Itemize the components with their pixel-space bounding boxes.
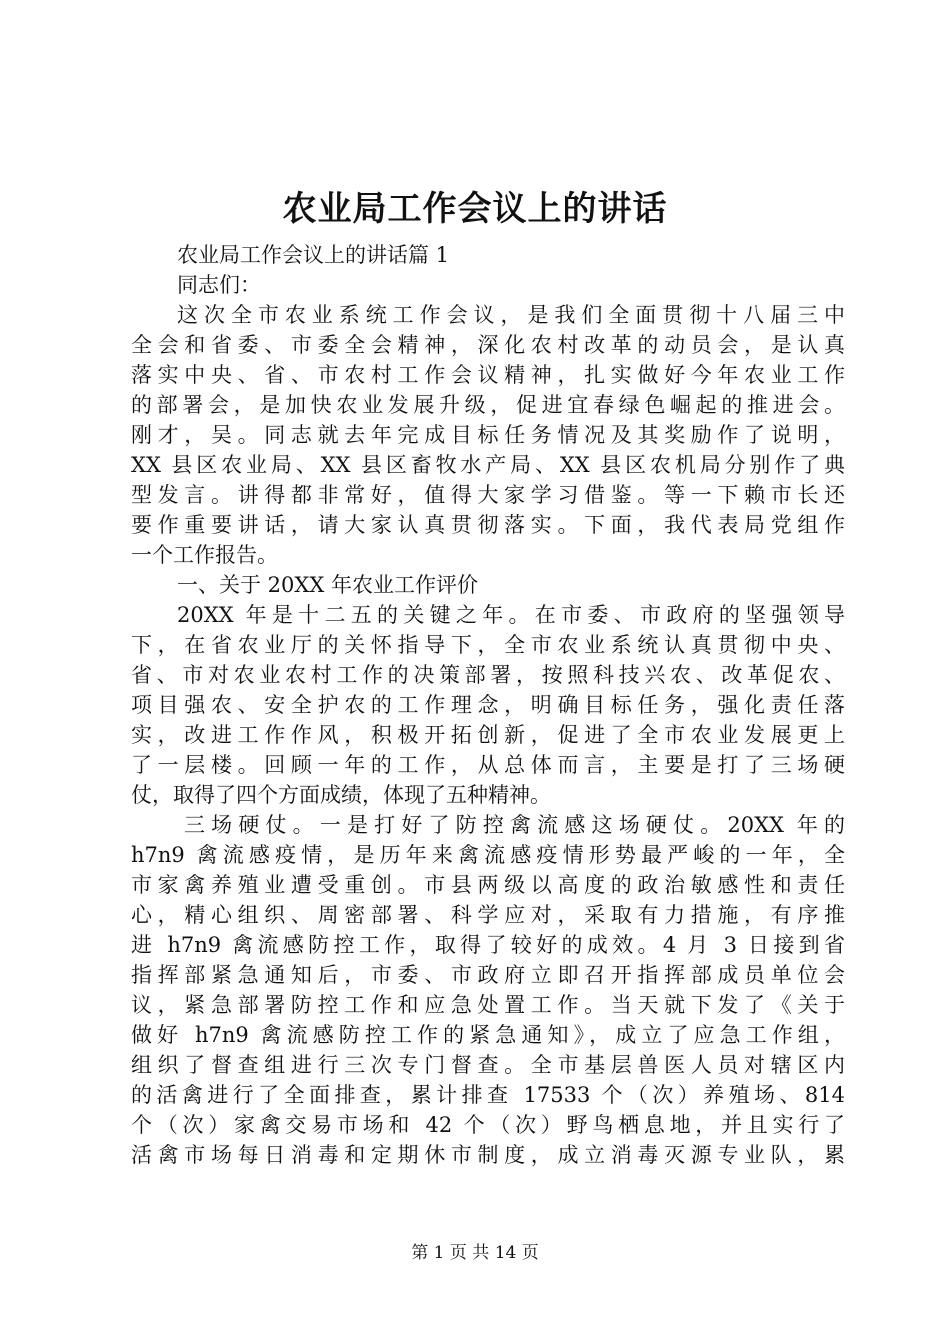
text-line: 实，改进工作作风，积极开拓创新，促进了全市农业发展更上	[131, 723, 845, 747]
text-line: 三场硬仗。一是打好了防控禽流感这场硬仗。20XX 年的	[184, 813, 845, 837]
document-body	[131, 240, 845, 1170]
text-line: 组织了督查组进行三次专门督查。全市基层兽医人员对辖区内	[131, 1053, 845, 1077]
text-line: 下，在省农业厅的关怀指导下，全市农业系统认真贯彻中央、	[131, 633, 845, 657]
section-heading: 一、关于 20XX 年农业工作评价	[177, 573, 478, 597]
text-line: 的部署会，是加快农业发展升级，促进宜春绿色崛起的推进会。	[131, 393, 845, 417]
document-title: 农业局工作会议上的讲话	[282, 189, 668, 229]
text-line: 市家禽养殖业遭受重创。市县两级以高度的政治敏感性和责任	[131, 873, 845, 897]
text-line: 个（次）家禽交易市场和 42 个（次）野鸟栖息地，并且实行了	[131, 1113, 845, 1137]
text-line: 这次全市农业系统工作会议，是我们全面贯彻十八届三中	[177, 303, 845, 327]
text-line: 20XX 年是十二五的关键之年。在市委、市政府的坚强领导	[177, 603, 845, 627]
text-line: 要作重要讲话，请大家认真贯彻落实。下面，我代表局党组作	[131, 513, 845, 537]
text-line: 心，精心组织、周密部署、科学应对，采取有力措施，有序推	[131, 903, 845, 927]
text-line: 省、市对农业农村工作的决策部署，按照科技兴农、改革促农、	[131, 663, 845, 687]
text-line: h7n9 禽流感疫情，是历年来禽流感疫情形势最严峻的一年，全	[131, 843, 845, 867]
text-line: 议，紧急部署防控工作和应急处置工作。当天就下发了《关于	[131, 993, 845, 1017]
text-line: 一个工作报告。	[131, 543, 278, 567]
text-line: XX 县区农业局、XX 县区畜牧水产局、XX 县区农机局分别作了典	[131, 453, 845, 477]
text-line: 项目强农、安全护农的工作理念，明确目标任务，强化责任落	[131, 693, 845, 717]
text-line: 做好 h7n9 禽流感防控工作的紧急通知》，成立了应急工作组，	[131, 1023, 845, 1047]
text-line: 型发言。讲得都非常好，值得大家学习借鉴。等一下赖市长还	[131, 483, 845, 507]
text-line: 全会和省委、市委全会精神，深化农村改革的动员会，是认真	[131, 333, 845, 357]
text-line: 进 h7n9 禽流感防控工作，取得了较好的成效。4 月 3 日接到省	[131, 933, 845, 957]
text-line: 的活禽进行了全面排查，累计排查 17533 个（次）养殖场、814	[131, 1083, 845, 1107]
text-line: 仗，取得了四个方面成绩，体现了五种精神。	[131, 783, 551, 807]
text-line: 落实中央、省、市农村工作会议精神，扎实做好今年农业工作	[131, 363, 845, 387]
page-number: 第 1 页 共 14 页	[411, 1243, 539, 1263]
text-line: 了一层楼。回顾一年的工作，从总体而言，主要是打了三场硬	[131, 753, 845, 777]
salutation: 同志们：	[177, 273, 261, 297]
text-line: 刚才，吴。同志就去年完成目标任务情况及其奖励作了说明，	[131, 423, 845, 447]
text-line: 指挥部紧急通知后，市委、市政府立即召开指挥部成员单位会	[131, 963, 845, 987]
section-heading: 农业局工作会议上的讲话篇 1	[177, 243, 450, 267]
text-line: 活禽市场每日消毒和定期休市制度，成立消毒灭源专业队，累	[131, 1143, 845, 1167]
